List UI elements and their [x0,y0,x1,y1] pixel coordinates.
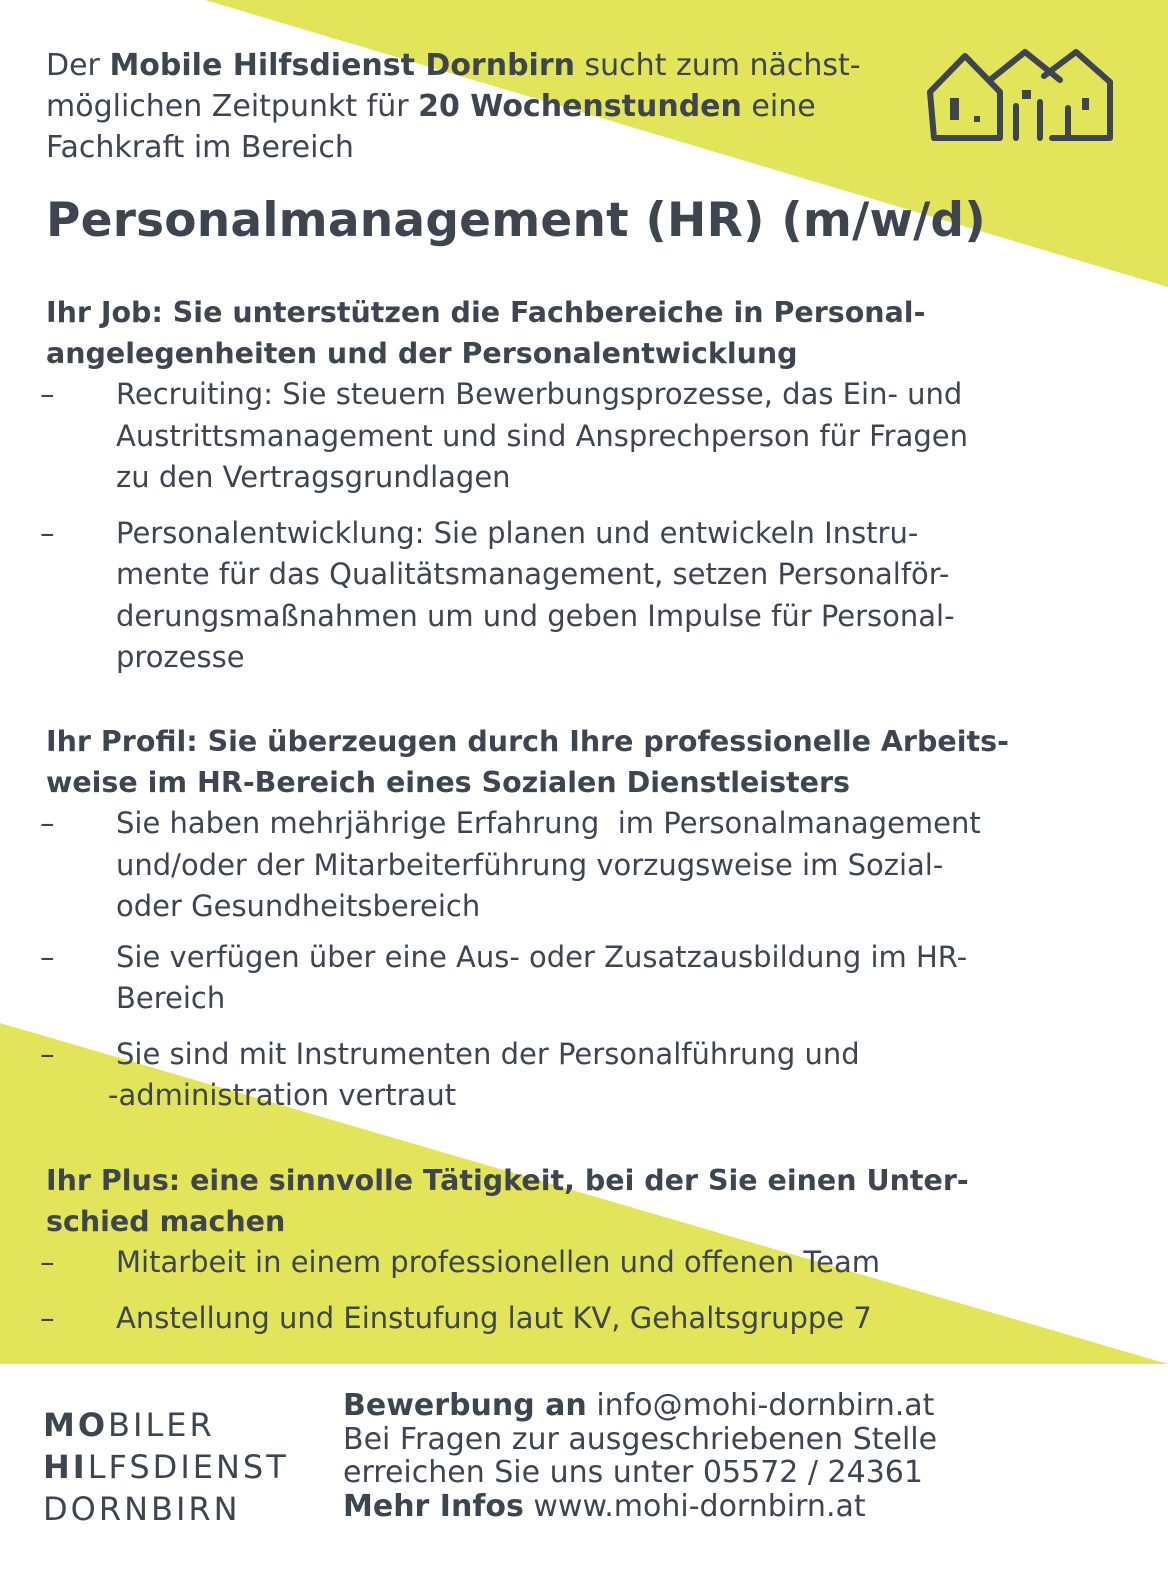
bullet-line: und/oder der Mitarbeiterführung vorzugsweise im Sozial- [116,847,944,882]
list-item [40,937,1080,1020]
logo-text: BILER [108,1406,215,1444]
bullet-line: Personalentwicklung: Sie planen und entwickeln Instru- [116,515,919,550]
email-link[interactable]: info@mohi-dornbirn.at [596,1388,935,1423]
phone-line: erreichen Sie uns unter 05572 / 24361 [343,1455,923,1490]
bullet-line: Austrittsmanagement und sind Ansprechperson für Fragen [116,418,969,453]
website-link[interactable]: www.mohi-dornbirn.at [533,1488,866,1524]
intro-org: Mobile Hilfsdienst Dornbirn [109,48,575,83]
logo-bold: HI [43,1448,88,1486]
dash-bullet: – [40,806,55,840]
section-heading [46,721,1080,803]
heading-line: Ihr Plus: eine sinnvolle Tätigkeit, bei der Sie einen Unter- [46,1164,969,1197]
bullet-line: zu den Vertragsgrundlagen [116,460,511,494]
heading-line: angelegenheiten und der Personalentwicklung [46,337,798,370]
bullet-line: derungsmaßnahmen um und geben Impulse für Personal- [116,598,955,633]
dash-bullet: – [40,515,55,550]
bullet-list [40,1242,1080,1339]
bullet-line: Anstellung und Einstufung laut KV, Gehaltsgruppe 7 [116,1300,872,1335]
more-info-label: Mehr Infos [343,1488,524,1524]
heading-line: schied machen [46,1205,286,1238]
bullet-line: -administration vertraut [108,1078,457,1112]
dash-bullet: – [40,1300,55,1335]
bullet-line: mente für das Qualitätsmanagement, setzen Personalför- [116,557,950,591]
org-wordmark-logo [43,1404,289,1530]
bullet-line: Mitarbeit in einem professionellen und offenen Team [116,1245,880,1279]
list-item [40,513,1080,679]
list-item [40,1242,1080,1284]
section-profile [40,721,1080,1117]
section-heading [46,292,1080,374]
bullet-line: Bereich [116,981,226,1015]
list-item [40,1034,1080,1117]
dash-bullet: – [40,1245,55,1279]
section-job [40,292,1080,679]
heading-line: Ihr Job: Sie unterstützen die Fachbereiche in Personal- [46,296,926,329]
section-plus [40,1160,1080,1339]
apply-label: Bewerbung an [343,1388,587,1423]
dash-bullet: – [40,377,55,411]
bullet-line: Sie haben mehrjährige Erfahrung im Personalmanagement [116,806,981,840]
bullet-line: oder Gesundheitsbereich [116,889,481,923]
bullet-line: Recruiting: Sie steuern Bewerbungsprozesse, das Ein- und [116,377,963,411]
job-title: Personalmanagement (HR) (m/w/d) [46,193,986,248]
list-item [40,1298,1080,1340]
contact-info [343,1389,1143,1523]
intro-part2: sucht zum nächst- [575,48,861,83]
houses-icon [920,46,1120,150]
logo-text: LFSDIENST [87,1448,289,1486]
intro-hours: 20 Wochenstunden [418,89,742,124]
bullet-line: Sie sind mit Instrumenten der Personalführung und [116,1036,860,1071]
heading-line: weise im HR-Bereich eines Sozialen Dienstleisters [46,766,851,799]
intro-part1: Der [46,48,110,83]
intro-text [46,45,906,168]
dash-bullet: – [40,939,55,974]
logo-bold: MO [43,1406,109,1444]
dash-bullet: – [40,1036,55,1071]
footer [0,1364,1168,1587]
bullet-list [40,374,1080,679]
bullet-line: Sie verfügen über eine Aus- oder Zusatzausbildung im HR- [116,939,968,974]
section-heading [46,1160,1080,1242]
bullet-list [40,803,1080,1117]
heading-line: Ihr Profil: Sie überzeugen durch Ihre professionelle Arbeits- [46,725,1009,758]
list-item [40,803,1080,928]
intro-part5: Fachkraft im Bereich [46,130,354,165]
intro-part3: möglichen Zeitpunkt für [46,89,419,124]
questions-line: Bei Fragen zur ausgeschriebenen Stelle [343,1421,938,1457]
bullet-line: prozesse [116,640,245,674]
list-item [40,374,1080,499]
logo-text: DORNBIRN [43,1490,241,1528]
intro-part4: eine [741,89,816,124]
